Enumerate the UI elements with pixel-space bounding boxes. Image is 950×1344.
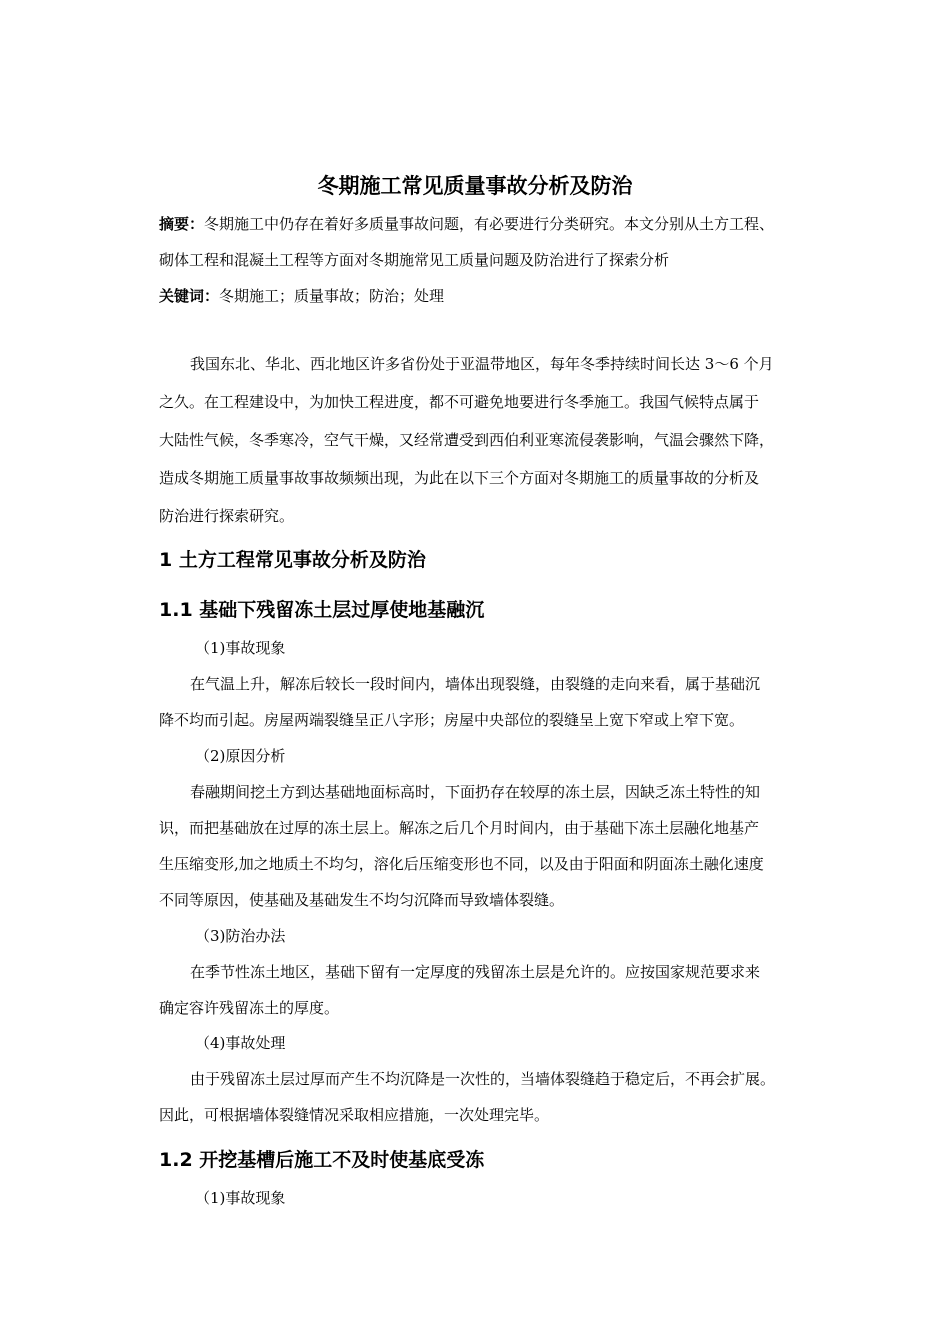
intro-line: 造成冬期施工质量事故事故频频出现，为此在以下三个方面对冬期施工的质量事故的分析及 — [159, 469, 760, 487]
body-line: 因此，可根据墙体裂缝情况采取相应措施，一次处理完毕。 — [159, 1106, 550, 1124]
abstract-label: 摘要： — [159, 215, 205, 233]
item-label: （1)事故现象 — [195, 1189, 286, 1207]
item-label: （1)事故现象 — [195, 639, 286, 657]
body-line: 确定容许残留冻土的厚度。 — [159, 999, 340, 1017]
keywords-text: 冬期施工；质量事故；防治；处理 — [219, 287, 445, 305]
section-heading: 1 土方工程常见事故分析及防治 — [159, 549, 426, 571]
keywords-label: 关键词： — [159, 287, 220, 305]
item-label: （4)事故处理 — [195, 1034, 286, 1052]
subsection-heading: 1.2 开挖基槽后施工不及时使基底受冻 — [159, 1149, 485, 1171]
abstract-line-1 — [159, 214, 774, 234]
body-line: 生压缩变形,加之地质土不均匀，溶化后压缩变形也不同，以及由于阳面和阴面冻土融化速度 — [159, 855, 764, 873]
body-line: 不同等原因，使基础及基础发生不均匀沉降而导致墙体裂缝。 — [159, 891, 565, 909]
item-label: （3)防治办法 — [195, 927, 286, 945]
abstract-text: 冬期施工中仍存在着好多质量事故问题，有必要进行分类研究。本文分别从土方工程、 — [204, 215, 775, 233]
intro-line: 我国东北、华北、西北地区许多省份处于亚温带地区，每年冬季持续时间长达 3～6 个月 — [190, 355, 774, 373]
document-title: 冬期施工常见质量事故分析及防治 — [317, 174, 633, 198]
body-line: 识，而把基础放在过厚的冻土层上。解冻之后几个月时间内，由于基础下冻土层融化地基产 — [159, 819, 760, 837]
subsection-heading: 1.1 基础下残留冻土层过厚使地基融沉 — [159, 599, 485, 621]
keywords-line — [159, 286, 444, 306]
intro-line: 大陆性气候，冬季寒冷，空气干燥，又经常遭受到西伯利亚寒流侵袭影响，气温会骤然下降， — [159, 431, 775, 449]
body-line: 春融期间挖土方到达基础地面标高时，下面扔存在较厚的冻土层，因缺乏冻土特性的知 — [190, 783, 761, 801]
body-line: 在季节性冻土地区，基础下留有一定厚度的残留冻土层是允许的。应按国家规范要求来 — [190, 963, 761, 981]
item-label: （2)原因分析 — [195, 747, 286, 765]
body-line: 由于残留冻土层过厚而产生不均沉降是一次性的，当墙体裂缝趋于稳定后，不再会扩展。 — [190, 1070, 776, 1088]
body-line: 在气温上升，解冻后较长一段时间内，墙体出现裂缝，由裂缝的走向来看，属于基础沉 — [190, 675, 761, 693]
abstract-line-2: 砌体工程和混凝土工程等方面对冬期施常见工质量问题及防治进行了探索分析 — [159, 251, 670, 269]
body-line: 降不均而引起。房屋两端裂缝呈正八字形；房屋中央部位的裂缝呈上宽下窄或上窄下宽。 — [159, 711, 745, 729]
intro-line: 之久。在工程建设中，为加快工程进度，都不可避免地要进行冬季施工。我国气候特点属于 — [159, 393, 760, 411]
intro-line: 防治进行探索研究。 — [159, 507, 295, 525]
